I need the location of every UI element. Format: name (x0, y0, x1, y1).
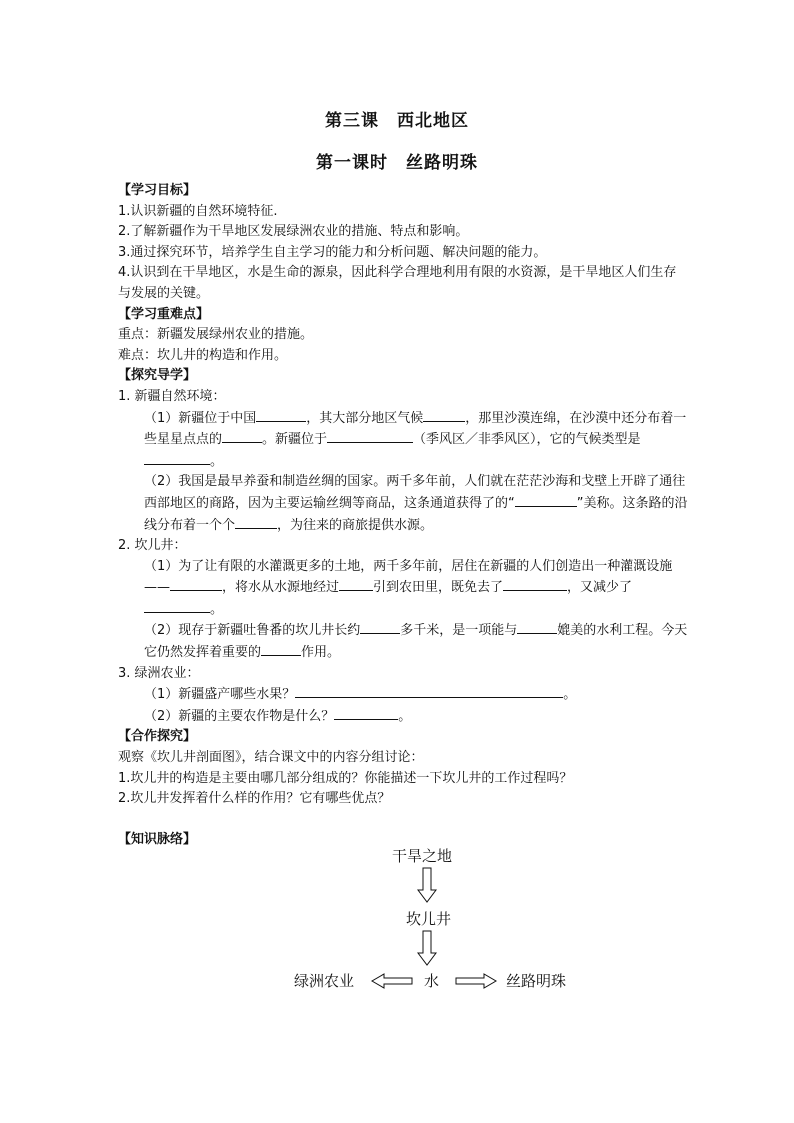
question-s3-q1: （1）新疆盛产哪些水果？ 。 (118, 684, 688, 706)
knowledge-network-diagram (280, 838, 600, 1008)
question-s3-q2: （2）新疆的主要农作物是什么？ 。 (118, 706, 688, 728)
key-point: 重点：新疆发展绿州农业的措施。 (118, 327, 314, 343)
left-arrow-icon (372, 974, 412, 988)
cooperate-heading: 【合作探究】 (118, 729, 197, 745)
cooperate-intro: 观察《坎儿井剖面图》，结合课文中的内容分组讨论： (118, 750, 424, 766)
question-s1-q1: （1）新疆位于中国 ，其大部分地区气候 ，那里沙漠连绵，在沙漠中还分布着一些星星点点的 。新疆位于 （季风区／非季风区），它的气候类型是。 (118, 408, 688, 473)
node-oasis-agriculture: 绿洲农业 (294, 972, 355, 990)
answer-blank[interactable] (517, 620, 557, 634)
objective-item: 3.通过探究环节，培养学生自主学习的能力和分析问题、解决问题的能力。 (118, 244, 547, 260)
question-s2-q1: （1）为了让有限的水灌溉更多的土地，两千多年前，居住在新疆的人们创造出一种灌溉设施—— ，将水从水源地经过 引到农田里，既免去了 ，又减少了。 (144, 558, 673, 617)
objective-item: 4.认识到在干旱地区，水是生命的源泉，因此科学合理地利用有限的水资源，是干旱地区人们生存与发展的关键。 (118, 265, 677, 301)
answer-blank[interactable] (503, 577, 567, 591)
down-arrow-icon (418, 868, 436, 902)
answer-blank[interactable] (144, 599, 210, 613)
objective-item: 2.了解新疆作为干旱地区发展绿洲农业的措施、特点和影响。 (118, 224, 469, 240)
answer-blank[interactable] (261, 642, 301, 656)
cooperate-question: 2.坎儿井发挥着什么样的作用？它有哪些优点？ (118, 791, 391, 807)
section-title: 1. 新疆自然环境： (118, 388, 226, 404)
lesson-subtitle: 第一课时 丝路明珠 (316, 153, 478, 173)
network-heading: 【知识脉络】 (118, 831, 197, 847)
answer-blank[interactable] (144, 451, 210, 465)
answer-blank[interactable] (222, 429, 262, 443)
objective-item: 1.认识新疆的自然环境特征. (118, 203, 278, 219)
answer-blank[interactable] (334, 706, 398, 720)
cooperate-question: 1.坎儿井的构造是主要由哪几部分组成的？你能描述一下坎儿井的工作过程吗？ (118, 770, 573, 786)
section-title: 3. 绿洲农业： (118, 665, 200, 681)
answer-blank[interactable] (327, 429, 413, 443)
section-title: 2. 坎儿井： (118, 538, 187, 554)
answer-blank[interactable] (360, 620, 400, 634)
node-karez: 坎儿井 (406, 910, 452, 928)
section-gap (118, 810, 688, 830)
question-s2-q2: （2）现存于新疆吐鲁番的坎儿井长约 多千米，是一项能与 媲美的水利工程。今天它仍然发挥着重要的 作用。 (118, 620, 688, 663)
answer-blank[interactable] (170, 577, 222, 591)
objectives-heading: 【学习目标】 (118, 183, 197, 198)
worksheet-content (118, 181, 688, 850)
answer-blank[interactable] (295, 684, 563, 698)
lesson-title: 第三课 西北地区 (325, 111, 469, 131)
down-arrow-icon (418, 931, 436, 965)
keypoints-heading: 【学习重难点】 (118, 306, 210, 322)
answer-blank[interactable] (256, 408, 306, 422)
node-water: 水 (424, 972, 440, 990)
answer-blank[interactable] (235, 515, 277, 529)
node-silk-road-pearl: 丝路明珠 (506, 972, 567, 990)
right-arrow-icon (456, 974, 496, 988)
difficult-point: 难点：坎儿井的构造和作用。 (118, 347, 288, 363)
answer-blank[interactable] (423, 408, 465, 422)
answer-blank[interactable] (339, 577, 373, 591)
question-s1-q2: （2）我国是最早养蚕和制造丝绸的国家。两千多年前，人们就在茫茫沙海和戈壁上开辟了通往西部地区的商路，因为主要运输丝绸等商品，这条通道获得了的“ ”美称。这条路的沿线分布着一个个 ，为往来的商旅提供水源。 (144, 474, 688, 533)
node-arid-land: 干旱之地 (392, 847, 453, 865)
answer-blank[interactable] (515, 493, 577, 507)
guide-heading: 【探究导学】 (118, 368, 197, 384)
